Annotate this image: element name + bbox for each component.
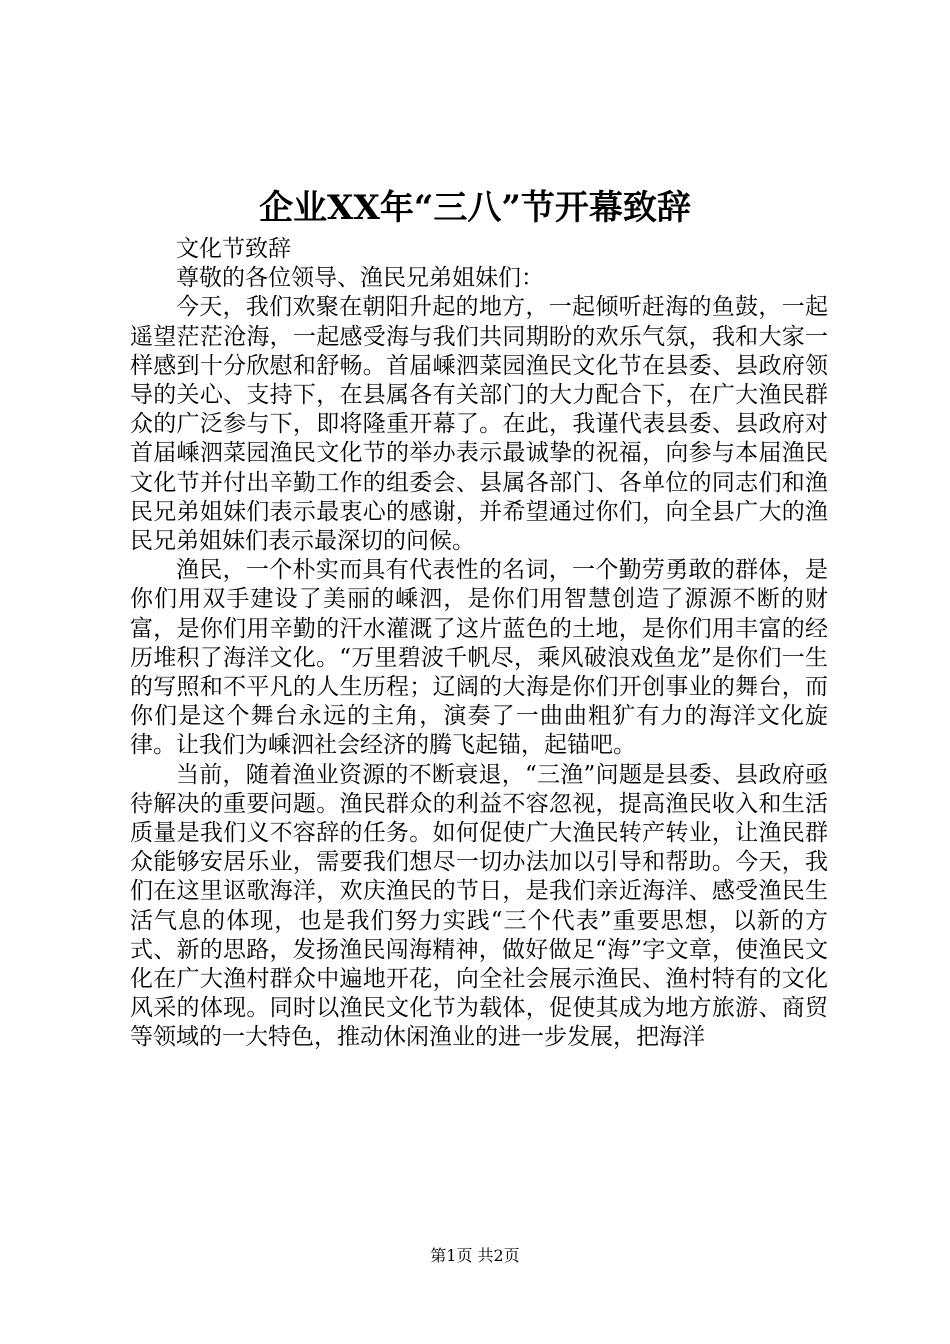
page-number-footer: 第1页 共2页 xyxy=(430,1246,520,1265)
paragraph-opening: 今天，我们欢聚在朝阳升起的地方，一起倾听赶海的鱼鼓，一起遥望茫茫沧海，一起感受海与我们共同期盼的欢乐气氛，我和大家一样感到十分欣慰和舒畅。首届嵊泗菜园渔民文化节在县委、县政府领导的关心、支持下，在县属各有关部门的大力配合下，在广大渔民群众的广泛参与下，即将隆重开幕了。在此，我谨代表县委、县政府对首届嵊泗菜园渔民文化节的举办表示最诚挚的祝福，向参与本届渔民文化节并付出辛勤工作的组委会、县属各部门、各单位的同志们和渔民兄弟姐妹们表示最衷心的感谢，并希望通过你们，向全县广大的渔民兄弟姐妹们表示最深切的问候。 xyxy=(130,294,828,555)
document-title: 企业XX年“三八”节开幕致辞 xyxy=(259,188,691,228)
paragraph-current: 当前，随着渔业资源的不断衰退，“三渔”问题是县委、县政府亟待解决的重要问题。渔民群众的利益不容忽视，提高渔民收入和生活质量是我们义不容辞的任务。如何促使广大渔民转产转业，让渔民群众能够安居乐业，需要我们想尽一切办法加以引导和帮助。今天，我们在这里讴歌海洋，欢庆渔民的节日，是我们亲近海洋、感受渔民生活气息的体现，也是我们努力实践“三个代表”重要思想，以新的方式、新的思路，发扬渔民闯海精神，做好做足“海”字文章，使渔民文化在广大渔村群众中遍地开花，向全社会展示渔民、渔村特有的文化风采的体现。同时以渔民文化节为载体，促使其成为地方旅游、商贸等领域的一大特色，推动休闲渔业的进一步发展，把海洋 xyxy=(130,761,828,1051)
paragraph-fishermen: 渔民，一个朴实而具有代表性的名词，一个勤劳勇敢的群体，是你们用双手建设了美丽的嵊泗，是你们用智慧创造了源源不断的财富，是你们用辛勤的汗水灌溉了这片蓝色的土地，是你们用丰富的经历堆积了海洋文化。“万里碧波千帆尽，乘风破浪戏鱼龙”是你们一生的写照和不平凡的人生历程；辽阔的大海是你们开创事业的舞台，而你们是这个舞台永远的主角，演奏了一曲曲粗犷有力的海洋文化旋律。让我们为嵊泗社会经济的腾飞起锚，起锚吧。 xyxy=(130,557,828,759)
paragraph-salutation: 尊敬的各位领导、渔民兄弟姐妹们： xyxy=(176,265,544,292)
paragraph-subtitle: 文化节致辞 xyxy=(176,236,291,262)
document-body xyxy=(130,235,828,1053)
